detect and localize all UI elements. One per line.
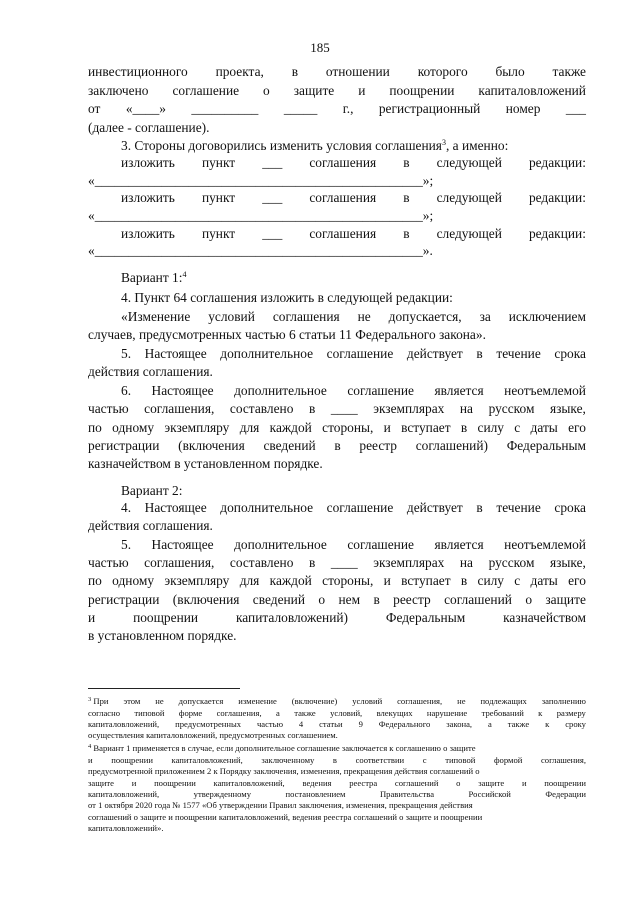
text-line bbox=[88, 628, 586, 644]
footnote-line bbox=[88, 800, 586, 811]
word: вступает bbox=[401, 573, 451, 588]
word: дополнительное bbox=[234, 383, 327, 398]
word: изложить bbox=[121, 155, 175, 170]
word: одному bbox=[112, 420, 155, 435]
word: казначейством bbox=[503, 610, 586, 625]
word: в bbox=[332, 755, 337, 765]
word: соглашений bbox=[394, 778, 439, 788]
text-segment: действия соглашения. bbox=[88, 364, 213, 379]
text-segment: «_________________________________________________». bbox=[88, 243, 433, 258]
word: стороны, bbox=[322, 573, 374, 588]
word: соглашение bbox=[326, 346, 394, 361]
word: 5. bbox=[121, 346, 132, 361]
footnote-line bbox=[88, 812, 586, 823]
word: Настоящее bbox=[151, 537, 214, 552]
text-line bbox=[88, 327, 586, 343]
text-line bbox=[88, 243, 586, 259]
text-line bbox=[88, 64, 586, 80]
word: русском bbox=[488, 555, 535, 570]
word: Настоящее bbox=[151, 383, 214, 398]
word: в bbox=[403, 226, 410, 241]
word: 5. bbox=[121, 537, 132, 552]
word: о bbox=[263, 83, 270, 98]
word: срока bbox=[554, 500, 586, 515]
word: пункт bbox=[201, 155, 236, 170]
word: соглашения, bbox=[397, 696, 443, 706]
text-segment: от 1 октября 2020 года № 1577 «Об утверждении Правил заключения, изменения, прекращения действия bbox=[88, 800, 473, 810]
word: с bbox=[422, 755, 427, 765]
word: в bbox=[291, 64, 299, 79]
word: защите bbox=[88, 778, 114, 788]
text-segment: «_________________________________________________»; bbox=[88, 173, 434, 188]
word: инвестиционного bbox=[88, 64, 188, 79]
word: капиталовложений) bbox=[235, 610, 348, 625]
text-line bbox=[121, 155, 586, 171]
word: ___ bbox=[262, 155, 283, 170]
word: сведений bbox=[252, 592, 306, 607]
word: реестр bbox=[359, 438, 397, 453]
footnote-line bbox=[88, 708, 586, 719]
word: частью bbox=[88, 555, 129, 570]
word: 4. bbox=[121, 500, 132, 515]
word: ведения bbox=[302, 778, 332, 788]
word: следующей bbox=[436, 226, 502, 241]
word: г., bbox=[342, 101, 354, 116]
word: неотъемлемой bbox=[504, 537, 586, 552]
text-line bbox=[88, 120, 586, 136]
text-line bbox=[88, 610, 586, 626]
word: неотъемлемой bbox=[504, 383, 586, 398]
text-line bbox=[121, 383, 586, 399]
word: языке, bbox=[549, 555, 586, 570]
word: даты bbox=[530, 573, 558, 588]
word: а bbox=[487, 719, 492, 729]
word: постановлением bbox=[285, 789, 346, 799]
word: условий bbox=[352, 696, 383, 706]
text-segment: случаев, предусмотренных частью 6 статьи 11 Федерального закона». bbox=[88, 327, 486, 342]
word: соглашение bbox=[326, 500, 394, 515]
word: Федеральным bbox=[385, 610, 466, 625]
word: не bbox=[357, 309, 371, 324]
text-segment: Вариант 2: bbox=[121, 483, 183, 498]
word: не bbox=[155, 696, 164, 706]
text-line bbox=[88, 573, 586, 589]
text-segment: Вариант 1 применяется в случае, если дополнительное соглашение заключается к соглашению о защите bbox=[93, 743, 476, 753]
word: действует bbox=[406, 500, 463, 515]
footnote-ref: 3 bbox=[88, 696, 92, 703]
word: дополнительное bbox=[234, 537, 327, 552]
footnote-line bbox=[88, 743, 586, 754]
word: которого bbox=[417, 64, 468, 79]
text-segment: действия соглашения. bbox=[88, 518, 213, 533]
word: формой bbox=[493, 755, 523, 765]
text-line bbox=[88, 101, 586, 117]
word: форме bbox=[178, 708, 203, 718]
word: является bbox=[434, 383, 484, 398]
word: и bbox=[358, 83, 366, 98]
word: (включения bbox=[178, 438, 245, 453]
footnote-line bbox=[88, 778, 586, 789]
word: действует bbox=[406, 346, 463, 361]
word: составлено bbox=[229, 555, 294, 570]
word: соглашения bbox=[309, 226, 377, 241]
text-segment: осуществления капиталовложений, предусмотренных соглашением. bbox=[88, 730, 338, 740]
word: даты bbox=[530, 420, 558, 435]
word: ___ bbox=[262, 226, 283, 241]
footnote-start bbox=[88, 696, 109, 707]
footnote-line bbox=[88, 730, 586, 741]
word: размеру bbox=[556, 708, 586, 718]
word: поощрении bbox=[154, 778, 196, 788]
word: а bbox=[276, 708, 280, 718]
word: Федерального bbox=[378, 719, 431, 729]
word: его bbox=[568, 573, 586, 588]
word: соглашения bbox=[309, 155, 377, 170]
text-line bbox=[88, 456, 586, 472]
text-line bbox=[88, 420, 586, 436]
text-line bbox=[121, 190, 586, 206]
word: пункт bbox=[201, 190, 236, 205]
footnote-ref: 3 bbox=[441, 138, 446, 147]
text-segment: 4. Пункт 64 соглашения изложить в следующей редакции: bbox=[121, 290, 453, 305]
footnote-line bbox=[88, 789, 586, 800]
word: соглашений bbox=[444, 592, 512, 607]
word: в bbox=[460, 420, 468, 435]
text-segment: 3. Стороны договорились изменить условия соглашения bbox=[121, 138, 442, 153]
footnote-line bbox=[88, 766, 586, 777]
word: каждой bbox=[269, 573, 312, 588]
word: также bbox=[507, 719, 530, 729]
footnote-line bbox=[88, 823, 586, 834]
footnote-line bbox=[88, 696, 586, 707]
word: составлено bbox=[229, 401, 294, 416]
text-line bbox=[88, 438, 586, 454]
word: Настоящее bbox=[144, 346, 207, 361]
word: реестр bbox=[393, 592, 431, 607]
word: поощрении bbox=[133, 610, 199, 625]
text-line bbox=[121, 226, 586, 242]
word: соглашения bbox=[272, 309, 340, 324]
word: в bbox=[460, 573, 468, 588]
word: и bbox=[88, 755, 93, 765]
word: редакции: bbox=[528, 155, 586, 170]
word: не bbox=[457, 696, 466, 706]
word: за bbox=[479, 309, 491, 324]
text-segment: соглашений о защите и поощрении капиталовложений, ведения реестра соглашений о защите и поощрении bbox=[88, 812, 483, 822]
word: с bbox=[514, 420, 521, 435]
word: течение bbox=[496, 346, 541, 361]
text-line bbox=[88, 518, 586, 534]
word: ___ bbox=[262, 190, 283, 205]
word: и bbox=[521, 778, 527, 788]
word: дополнительное bbox=[220, 500, 314, 515]
word: одному bbox=[112, 573, 155, 588]
word: капиталовложений, bbox=[171, 755, 243, 765]
word: экземплярах bbox=[373, 401, 445, 416]
word: о bbox=[456, 778, 461, 788]
word: капиталовложений, bbox=[213, 778, 285, 788]
word: также bbox=[552, 64, 586, 79]
word: изменение bbox=[238, 696, 277, 706]
word: поощрении bbox=[389, 83, 455, 98]
word: срока bbox=[554, 346, 586, 361]
word: этом bbox=[123, 696, 141, 706]
word: для bbox=[239, 420, 260, 435]
word: языке, bbox=[549, 401, 586, 416]
text-segment: капиталовложений». bbox=[88, 823, 164, 833]
word: следующей bbox=[436, 190, 502, 205]
word: и bbox=[383, 420, 391, 435]
word: регистрации bbox=[88, 438, 160, 453]
word: отношении bbox=[325, 64, 390, 79]
text-line bbox=[88, 401, 586, 417]
word: Федеральным bbox=[506, 438, 586, 453]
text-segment: , а именно: bbox=[445, 138, 509, 153]
word: соглашение bbox=[347, 383, 414, 398]
text-line bbox=[121, 500, 586, 516]
footnote-line bbox=[88, 719, 586, 730]
word: Российской bbox=[468, 789, 511, 799]
text-segment: в установленном порядке. bbox=[88, 628, 237, 643]
word: поощрении bbox=[111, 755, 153, 765]
word: «____» bbox=[125, 101, 166, 116]
word: частью bbox=[88, 401, 129, 416]
footnote-ref: 4 bbox=[88, 743, 92, 750]
footnote-separator bbox=[88, 688, 240, 689]
word: ___ bbox=[565, 101, 586, 116]
word: (включения bbox=[172, 592, 240, 607]
word: по bbox=[88, 573, 102, 588]
word: к bbox=[545, 719, 550, 729]
word: изложить bbox=[121, 226, 175, 241]
word: в bbox=[308, 555, 316, 570]
text-line bbox=[88, 173, 586, 189]
word: также bbox=[294, 708, 316, 718]
word: стороны, bbox=[322, 420, 374, 435]
word: заполнению bbox=[541, 696, 586, 706]
text-line bbox=[88, 592, 586, 608]
word: капиталовложений, bbox=[88, 789, 160, 799]
word: пункт bbox=[201, 226, 236, 241]
word: было bbox=[495, 64, 525, 79]
text-line bbox=[121, 309, 586, 325]
word: «Изменение bbox=[121, 309, 191, 324]
word: допускается, bbox=[388, 309, 462, 324]
word: __________ bbox=[191, 101, 259, 116]
word: сведений bbox=[263, 438, 316, 453]
word: о bbox=[318, 592, 326, 607]
word: на bbox=[459, 555, 474, 570]
word: и bbox=[131, 778, 137, 788]
word: в bbox=[476, 346, 483, 361]
word: силу bbox=[477, 573, 504, 588]
word: заключенному bbox=[261, 755, 315, 765]
text-segment: Вариант 1: bbox=[121, 270, 183, 285]
text-segment: казначейством в установленном порядке. bbox=[88, 456, 323, 471]
word: редакции: bbox=[528, 190, 586, 205]
word: закона, bbox=[446, 719, 473, 729]
word: регистрации bbox=[88, 592, 160, 607]
word: соглашение bbox=[172, 83, 240, 98]
page-number: 185 bbox=[310, 40, 330, 55]
word: исключением bbox=[508, 309, 586, 324]
word: соглашения, bbox=[144, 555, 215, 570]
word: условий, bbox=[330, 708, 363, 718]
word: по bbox=[88, 420, 102, 435]
text-line bbox=[88, 364, 586, 380]
word: экземплярах bbox=[373, 555, 445, 570]
word: русском bbox=[488, 401, 535, 416]
text-segment: «_________________________________________________»; bbox=[88, 208, 434, 223]
word: поощрении bbox=[544, 778, 586, 788]
word: экземпляру bbox=[164, 420, 230, 435]
word: от bbox=[88, 101, 101, 116]
word: изложить bbox=[121, 190, 175, 205]
word: Федерации bbox=[545, 789, 586, 799]
word: 4 bbox=[298, 719, 304, 729]
word: течение bbox=[496, 500, 541, 515]
word: регистрационный bbox=[378, 101, 481, 116]
text-line bbox=[88, 83, 586, 99]
word: ____ bbox=[330, 401, 358, 416]
word: капиталовложений, bbox=[88, 719, 160, 729]
word: согласно bbox=[88, 708, 121, 718]
word: в bbox=[308, 401, 316, 416]
text-line bbox=[88, 555, 586, 571]
word: предусмотренных bbox=[175, 719, 242, 729]
word: допускается bbox=[178, 696, 224, 706]
word: силу bbox=[477, 420, 504, 435]
word: защите bbox=[478, 778, 505, 788]
word: реестра bbox=[349, 778, 378, 788]
word: типовой bbox=[445, 755, 476, 765]
word: частью bbox=[256, 719, 283, 729]
word: о bbox=[525, 592, 533, 607]
text-line bbox=[121, 270, 586, 286]
footnote-ref: 4 bbox=[182, 270, 187, 279]
word: и bbox=[88, 610, 96, 625]
word: соответствии bbox=[355, 755, 405, 765]
text-line bbox=[121, 138, 586, 154]
word: и bbox=[383, 573, 391, 588]
word: каждой bbox=[269, 420, 312, 435]
word: соглашения, bbox=[540, 755, 586, 765]
word: в bbox=[476, 500, 483, 515]
word: к bbox=[538, 708, 543, 718]
word: соглашений) bbox=[415, 438, 488, 453]
word: является bbox=[434, 537, 484, 552]
word: соглашения bbox=[309, 190, 377, 205]
word: капиталовложений bbox=[478, 83, 586, 98]
word: вступает bbox=[401, 420, 451, 435]
word: с bbox=[514, 573, 521, 588]
word: 9 bbox=[358, 719, 363, 729]
word: в bbox=[373, 592, 380, 607]
word: нарушение bbox=[426, 708, 468, 718]
text-segment: (далее - соглашение). bbox=[88, 120, 210, 135]
word: в bbox=[403, 155, 410, 170]
word: Правительства bbox=[379, 789, 435, 799]
word: номер bbox=[505, 101, 541, 116]
word: _____ bbox=[283, 101, 318, 116]
word: на bbox=[459, 401, 474, 416]
word: Настоящее bbox=[144, 500, 207, 515]
word: (включение) bbox=[291, 696, 338, 706]
word: следующей bbox=[436, 155, 502, 170]
word: подлежащих bbox=[480, 696, 527, 706]
word: условий bbox=[208, 309, 255, 324]
word: проекта, bbox=[215, 64, 264, 79]
word: экземпляру bbox=[164, 573, 230, 588]
text-line bbox=[121, 346, 586, 362]
text-line bbox=[121, 483, 586, 499]
text-line bbox=[121, 537, 586, 553]
word: типовой bbox=[134, 708, 165, 718]
word: для bbox=[239, 573, 260, 588]
word: его bbox=[568, 420, 586, 435]
word: статьи bbox=[319, 719, 343, 729]
footnote-line bbox=[88, 755, 586, 766]
word: требований bbox=[481, 708, 524, 718]
text-segment: предусмотренной приложением 2 к Порядку заключения, изменения, прекращения действия соглашений о bbox=[88, 766, 480, 776]
word: соглашение bbox=[347, 537, 414, 552]
word: редакции: bbox=[528, 226, 586, 241]
word: соглашения, bbox=[144, 401, 215, 416]
text-line bbox=[121, 290, 586, 306]
word: дополнительное bbox=[220, 346, 314, 361]
word: влекущих bbox=[376, 708, 413, 718]
word: защите bbox=[293, 83, 335, 98]
word: утвержденному bbox=[193, 789, 252, 799]
word: в bbox=[403, 190, 410, 205]
text-line bbox=[88, 208, 586, 224]
word: защите bbox=[545, 592, 586, 607]
word: 6. bbox=[121, 383, 132, 398]
word: сроку bbox=[565, 719, 586, 729]
word: соглашения, bbox=[216, 708, 262, 718]
word: в bbox=[334, 438, 341, 453]
word: При bbox=[93, 696, 109, 706]
word: нем bbox=[338, 592, 361, 607]
word: ____ bbox=[330, 555, 358, 570]
word: заключено bbox=[88, 83, 149, 98]
